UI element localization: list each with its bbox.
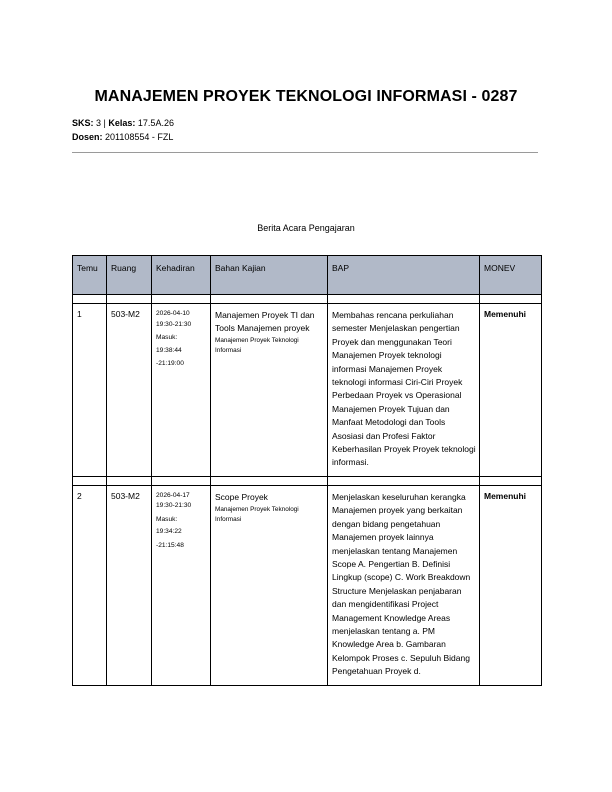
cell-ruang: 503-M2 <box>107 485 152 685</box>
dosen-label: Dosen: <box>72 132 103 142</box>
cell-monev: Memenuhi <box>480 485 542 685</box>
cell-ruang: 503-M2 <box>107 304 152 477</box>
cell-monev: Memenuhi <box>480 304 542 477</box>
cell-kehadiran <box>152 485 211 685</box>
table-row <box>73 304 542 477</box>
cell-bahan-kajian <box>211 485 328 685</box>
header-divider <box>72 152 538 153</box>
header-bap: BAP <box>328 256 480 295</box>
table-header-row <box>73 256 542 295</box>
keluar-time: -21:19:00 <box>156 360 184 367</box>
teaching-record-table <box>72 255 542 686</box>
cell-kehadiran <box>152 304 211 477</box>
table-caption: Berita Acara Pengajaran <box>257 223 355 233</box>
masuk-time: 19:38:44 <box>156 346 182 354</box>
bahan-title: Scope Proyek <box>215 491 268 502</box>
spacer-row <box>73 476 542 485</box>
header-ruang: Ruang <box>107 256 152 295</box>
sks-label: SKS: <box>72 118 94 128</box>
lecturer-info <box>72 130 173 144</box>
bahan-subject: Manajemen Proyek Teknologi Informasi <box>215 506 299 523</box>
masuk-label: Masuk: <box>156 515 178 523</box>
bahan-subject: Manajemen Proyek Teknologi Informasi <box>215 337 299 354</box>
cell-bahan-kajian <box>211 304 328 477</box>
cell-temu: 1 <box>73 304 107 477</box>
cell-bap: Membahas rencana perkuliahan semester Menjelaskan pengertian Proyek dan menggunakan Teori Manajemen Proyek teknologi informasi Manajemen Proyek teknologi informasi Ciri-Ciri Proyek Perbedaan Proyek vs Operasional Manajemen Proyek Tujuan dan Manfaat Metodologi dan Tools Asosiasi dan Profesi Faktor Keberhasilan Proyek Proyek teknologi informasi. <box>328 304 480 477</box>
bahan-title: Manajemen Proyek TI dan Tools Manajemen proyek <box>215 310 315 333</box>
sks-value: 3 | <box>96 118 106 128</box>
masuk-label: Masuk: <box>156 334 178 341</box>
masuk-time: 19:34:22 <box>156 528 182 536</box>
course-info <box>72 116 174 130</box>
kelas-value: 17.5A.26 <box>137 118 174 128</box>
dosen-value: 201108554 - FZL <box>105 132 174 142</box>
header-kehadiran: Kehadiran <box>152 256 211 295</box>
header-monev: MONEV <box>480 256 542 295</box>
header-bahan-kajian: Bahan Kajian <box>211 256 328 295</box>
session-date: 2026-04-10 <box>156 310 190 317</box>
table-row <box>73 485 542 685</box>
spacer-row <box>73 295 542 304</box>
cell-bap: Menjelaskan keseluruhan kerangka Manajemen proyek yang berkaitan dengan bidang pengetahuan Manajemen proyek lainnya menjelaskan tentang Manajemen Scope A. Pengertian B. Definisi Lingkup (scope) C. Work Breakdown Structure Menjelaskan penjabaran dan mengidentifikasi Project Management Knowledge Areas menjelaskan tentang a. PM Knowledge Area b. Gambaran Kelompok Proses c. Sepuluh Bidang Pengetahuan Proyek d. <box>328 485 480 685</box>
session-time: 19:30-21:30 <box>156 320 192 328</box>
cell-temu: 2 <box>73 485 107 685</box>
kelas-label: Kelas: <box>108 118 136 128</box>
session-date: 2026-04-17 <box>156 491 190 499</box>
header-temu: Temu <box>73 256 107 295</box>
document-title: MANAJEMEN PROYEK TEKNOLOGI INFORMASI - 0287 <box>94 88 518 105</box>
session-time: 19:30-21:30 <box>156 502 192 510</box>
keluar-time: -21:15:48 <box>156 541 184 549</box>
